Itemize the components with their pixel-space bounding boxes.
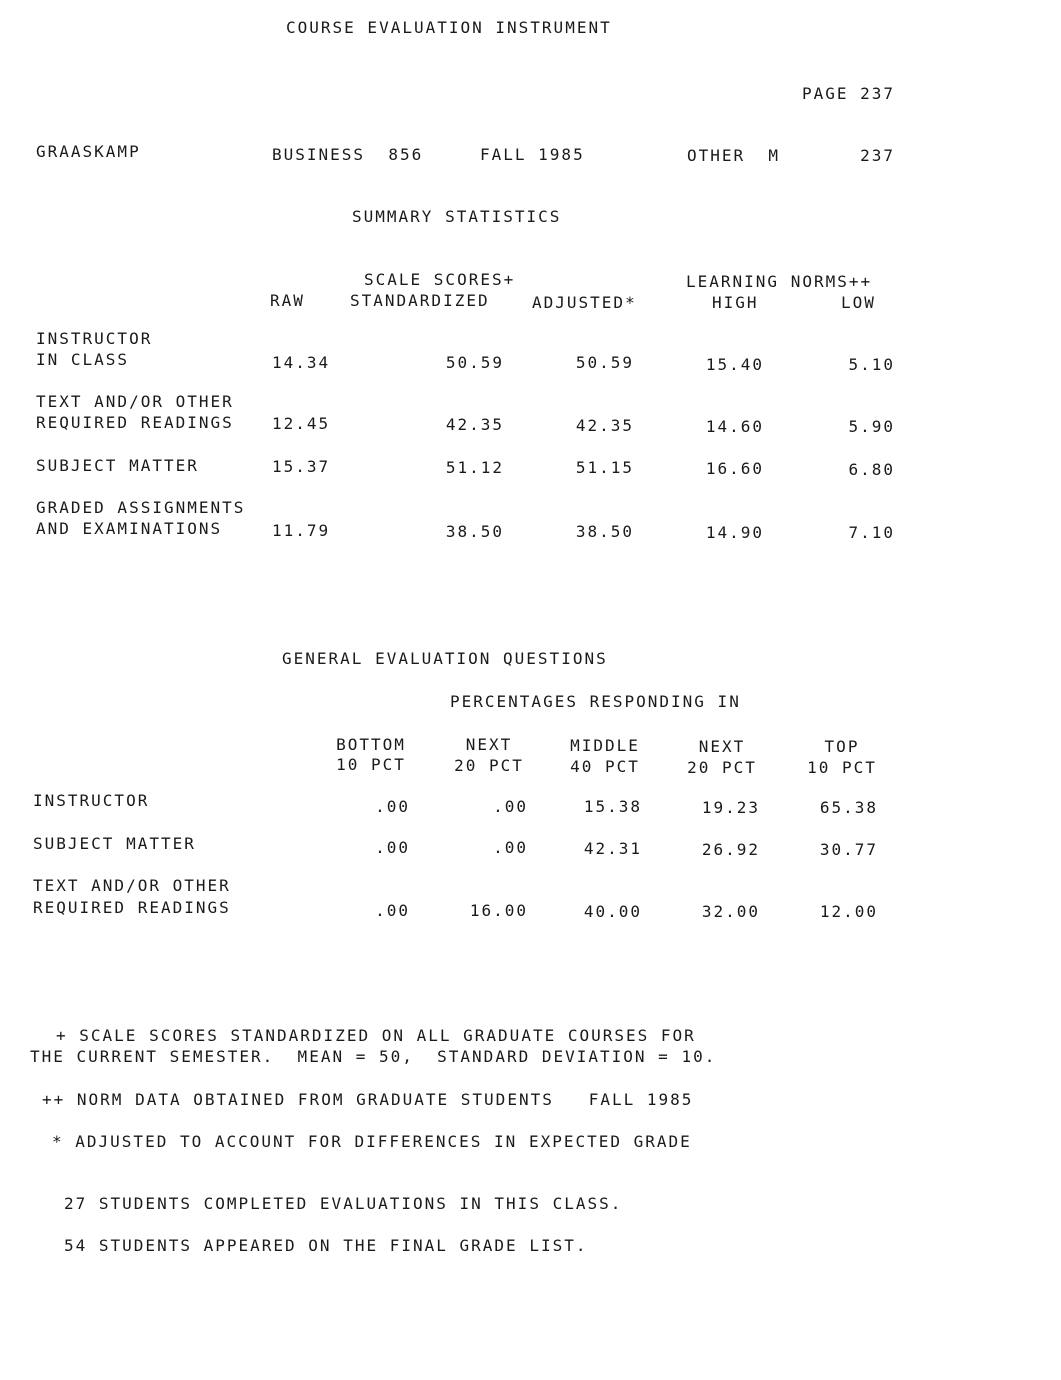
col-header-next-20-low-pct: 20 PCT — [454, 756, 524, 775]
summary-cell-raw: 11.79 — [272, 521, 331, 540]
col-header-next-20-high-pct: 20 PCT — [687, 758, 757, 777]
col-header-next-20-low: NEXT — [465, 735, 513, 754]
summary-cell-high: 14.90 — [705, 523, 764, 542]
col-header-low: LOW — [841, 293, 876, 312]
summary-cell-high: 15.40 — [705, 355, 764, 374]
summary-cell-standardized: 50.59 — [445, 353, 504, 372]
summary-cell-low: 6.80 — [848, 460, 895, 479]
summary-row-label: GRADED ASSIGNMENTS — [36, 498, 246, 517]
col-header-raw: RAW — [270, 291, 305, 310]
footnote-adjusted: * ADJUSTED TO ACCOUNT FOR DIFFERENCES IN EXPECTED GRADE — [52, 1132, 692, 1151]
footnote-scale-line1: + SCALE SCORES STANDARDIZED ON ALL GRADUATE COURSES FOR — [56, 1026, 696, 1045]
summary-cell-low: 5.90 — [848, 417, 895, 436]
general-cell-middle-40: 42.31 — [583, 839, 642, 858]
general-row-label: INSTRUCTOR — [33, 791, 150, 810]
general-cell-next-20-low: .00 — [493, 797, 528, 816]
general-row-label: REQUIRED READINGS — [33, 898, 231, 917]
col-header-high: HIGH — [712, 293, 759, 312]
course-number: 237 — [860, 146, 895, 165]
summary-row-label: REQUIRED READINGS — [36, 413, 234, 432]
summary-cell-standardized: 51.12 — [445, 458, 504, 477]
footnote-scale-line2: THE CURRENT SEMESTER. MEAN = 50, STANDARD DEVIATION = 10. — [30, 1047, 717, 1066]
summary-row-label: SUBJECT MATTER — [36, 456, 199, 475]
summary-cell-adjusted: 42.35 — [575, 416, 634, 435]
col-header-middle-40: MIDDLE — [570, 736, 640, 755]
general-cell-next-20-low: 16.00 — [469, 901, 528, 920]
col-header-next-20-high: NEXT — [698, 737, 746, 756]
general-cell-top-10: 30.77 — [819, 840, 878, 859]
general-subtitle: PERCENTAGES RESPONDING IN — [450, 692, 741, 711]
scale-scores-label: SCALE SCORES+ — [364, 270, 516, 289]
general-cell-bottom-10: .00 — [375, 901, 410, 920]
general-cell-bottom-10: .00 — [375, 838, 410, 857]
summary-row-label: IN CLASS — [36, 350, 130, 369]
col-header-bottom-10: BOTTOM — [336, 735, 406, 754]
general-title: GENERAL EVALUATION QUESTIONS — [282, 649, 608, 668]
summary-cell-raw: 12.45 — [272, 414, 331, 433]
general-cell-next-20-low: .00 — [493, 838, 528, 857]
summary-cell-low: 7.10 — [848, 523, 895, 542]
summary-cell-raw: 15.37 — [272, 457, 331, 476]
general-cell-bottom-10: .00 — [375, 797, 410, 816]
general-row-label: TEXT AND/OR OTHER — [33, 876, 231, 895]
general-cell-top-10: 12.00 — [819, 902, 878, 921]
col-header-adjusted: ADJUSTED* — [532, 293, 637, 312]
general-row-label: SUBJECT MATTER — [33, 834, 196, 853]
summary-cell-standardized: 38.50 — [445, 522, 504, 541]
summary-cell-adjusted: 50.59 — [575, 353, 634, 372]
summary-row-label: INSTRUCTOR — [36, 329, 153, 348]
col-header-top-10: TOP — [824, 737, 860, 756]
course-name: BUSINESS 856 — [272, 145, 424, 164]
summary-cell-standardized: 42.35 — [445, 415, 504, 434]
general-cell-next-20-high: 32.00 — [701, 902, 760, 921]
col-header-middle-40-pct: 40 PCT — [570, 757, 640, 776]
students-appeared: 54 STUDENTS APPEARED ON THE FINAL GRADE LIST. — [64, 1236, 588, 1255]
document-title: COURSE EVALUATION INSTRUMENT — [286, 18, 612, 37]
general-cell-middle-40: 40.00 — [583, 902, 642, 921]
students-completed: 27 STUDENTS COMPLETED EVALUATIONS IN THIS CLASS. — [64, 1194, 623, 1213]
summary-cell-low: 5.10 — [848, 355, 895, 374]
summary-cell-raw: 14.34 — [272, 353, 331, 372]
course-term: FALL 1985 — [480, 145, 585, 164]
general-cell-top-10: 65.38 — [819, 798, 878, 817]
summary-cell-adjusted: 38.50 — [575, 522, 634, 541]
general-cell-middle-40: 15.38 — [583, 797, 642, 816]
summary-cell-high: 14.60 — [705, 417, 764, 436]
summary-cell-adjusted: 51.15 — [575, 458, 634, 477]
learning-norms-label: LEARNING NORMS++ — [686, 272, 873, 291]
col-header-top-10-pct: 10 PCT — [807, 758, 877, 777]
col-header-standardized: STANDARDIZED — [350, 291, 490, 310]
page-label: PAGE 237 — [801, 84, 895, 103]
summary-row-label: AND EXAMINATIONS — [36, 519, 223, 538]
col-header-bottom-10-pct: 10 PCT — [336, 755, 406, 774]
general-cell-next-20-high: 26.92 — [701, 840, 760, 859]
general-cell-next-20-high: 19.23 — [701, 798, 760, 817]
summary-cell-high: 16.60 — [705, 459, 764, 478]
instructor-name: GRAASKAMP — [36, 142, 141, 161]
course-category: OTHER M — [687, 146, 781, 165]
footnote-norm: ++ NORM DATA OBTAINED FROM GRADUATE STUDENTS FALL 1985 — [42, 1090, 694, 1109]
summary-title: SUMMARY STATISTICS — [352, 207, 562, 226]
summary-row-label: TEXT AND/OR OTHER — [36, 392, 234, 411]
